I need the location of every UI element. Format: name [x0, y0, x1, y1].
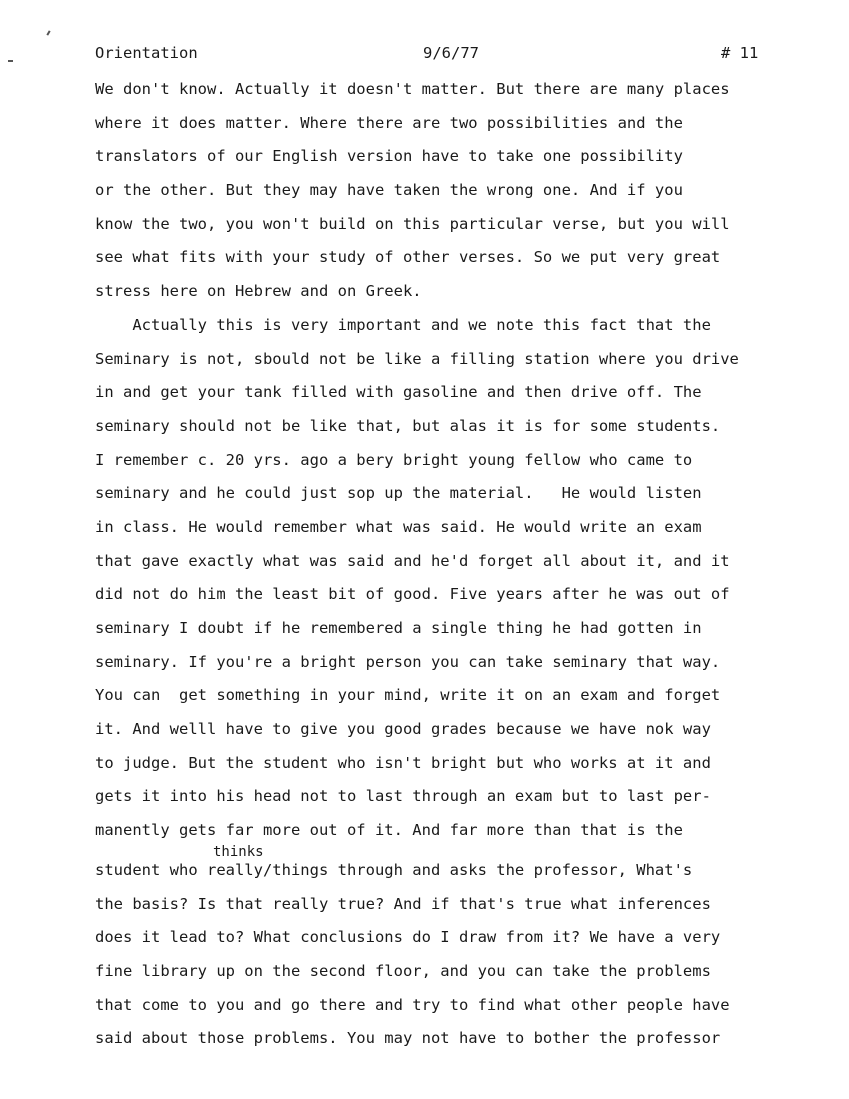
header-page-number: # 11	[721, 44, 759, 62]
text-line: translators of our English version have to take one possibility	[95, 147, 683, 166]
text-line: or the other. But they may have taken the wrong one. And if you	[95, 181, 683, 200]
body-text	[95, 78, 815, 1061]
margin-mark	[8, 60, 13, 62]
text-line: said about those problems. You may not have to bother the professor	[95, 1029, 721, 1048]
text-line: stress here on Hebrew and on Greek.	[95, 282, 422, 301]
text-line: that come to you and go there and try to find what other people have	[95, 995, 730, 1014]
text-line: I remember c. 20 yrs. ago a bery bright young fellow who came to	[95, 450, 693, 469]
text-line: seminary should not be like that, but alas it is for some students.	[95, 416, 721, 435]
text-line: gets it into his head not to last through an exam but to last per-	[95, 787, 711, 806]
text-line: manently gets far more out of it. And far more than that is the	[95, 821, 683, 840]
text-line: Actually this is very important and we note this fact that the	[95, 315, 711, 334]
text-line: in and get your tank filled with gasoline and then drive off. The	[95, 383, 702, 402]
text-line: student who really/things through and asks the professor, What's	[95, 860, 693, 879]
text-line: does it lead to? What conclusions do I draw from it? We have a very	[95, 928, 721, 947]
margin-mark	[46, 30, 50, 35]
text-line: to judge. But the student who isn't bright but who works at it and	[95, 753, 711, 772]
text-line: know the two, you won't build on this particular verse, but you will	[95, 214, 730, 233]
text-line: did not do him the least bit of good. Five years after he was out of	[95, 585, 730, 604]
text-line: that gave exactly what was said and he'd forget all about it, and it	[95, 551, 730, 570]
header-date: 9/6/77	[423, 44, 479, 62]
text-line: the basis? Is that really true? And if that's true what inferences	[95, 894, 711, 913]
text-line: seminary. If you're a bright person you can take seminary that way.	[95, 652, 721, 671]
text-line: where it does matter. Where there are two possibilities and the	[95, 113, 683, 132]
text-line: see what fits with your study of other verses. So we put very great	[95, 248, 721, 267]
text-line: We don't know. Actually it doesn't matter. But there are many places	[95, 80, 730, 98]
text-line: in class. He would remember what was said. He would write an exam	[95, 517, 702, 536]
text-line: seminary and he could just sop up the material. He would listen	[95, 484, 702, 503]
text-line: seminary I doubt if he remembered a single thing he had gotten in	[95, 619, 702, 637]
header-title: Orientation	[95, 44, 198, 62]
page-header	[95, 44, 775, 68]
text-line: it. And welll have to give you good grades because we have nok way	[95, 720, 711, 739]
text-line: You can get something in your mind, write it on an exam and forget	[95, 686, 721, 705]
text-line: Seminary is not, sbould not be like a filling station where you drive	[95, 349, 739, 368]
interlinear-insertion: thinks	[95, 843, 264, 860]
text-line: fine library up on the second floor, and you can take the problems	[95, 961, 711, 980]
